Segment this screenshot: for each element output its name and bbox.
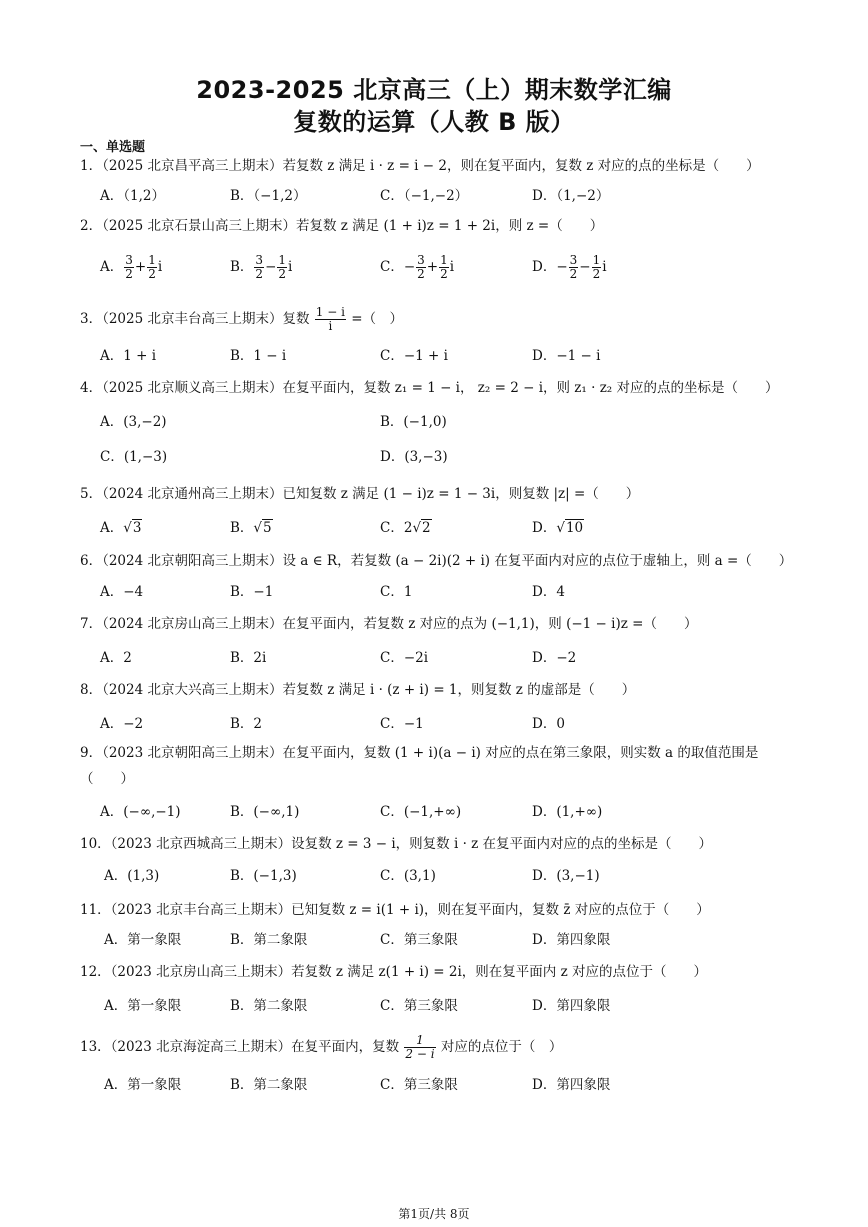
option-a: A．第一象限: [104, 932, 182, 948]
option-b: B．第二象限: [230, 1077, 308, 1093]
option-d: D．−1 − i: [532, 348, 601, 364]
page-number: 第1页/共 8页: [398, 1207, 470, 1221]
option-a: A．（1,2）: [100, 188, 165, 204]
option-c: C．（−1,−2）: [380, 188, 469, 204]
option-a: A．2: [100, 650, 132, 666]
option-c: C．− $\frac{3}{2}$ + $\frac{1}{2}$ i: [380, 253, 455, 281]
option-d: D．第四象限: [532, 1077, 611, 1093]
option-d: D．第四象限: [532, 998, 611, 1014]
option-c: C．1: [380, 584, 413, 600]
option-d: D．(1,+∞): [532, 804, 603, 820]
option-b: B．(−1,0): [380, 414, 447, 430]
fraction: $\frac{1}{2}$: [592, 253, 601, 281]
option-c: C．第三象限: [380, 998, 458, 1014]
question-stem: 11．（2023 北京丰台高三上期末）已知复数 z = i(1 + i)，则在复平面内，复数 z̄ 对应的点位于（ ）: [80, 902, 710, 918]
document-title: 2023-2025 北京高三（上）期末数学汇编: [196, 76, 672, 104]
option-a: A．1 + i: [100, 348, 157, 364]
section-heading: 一、单选题: [80, 140, 146, 155]
question-stem: 7．（2024 北京房山高三上期末）在复平面内，若复数 z 对应的点为 (−1,1)，则 (−1 − i)z =（ ）: [80, 616, 698, 632]
option-c: C．−1: [380, 716, 424, 732]
option-d: D．− $\frac{3}{2}$ − $\frac{1}{2}$ i: [532, 253, 607, 281]
fraction: $\frac{1 - i}{i}$: [315, 305, 345, 333]
option-d: D．√10: [532, 520, 584, 536]
square-root: √2: [412, 520, 431, 536]
question-stem: 3．（2025 北京丰台高三上期末）复数 $\frac{1 - i}{i}$ =（ ）: [80, 305, 404, 333]
fraction: $\frac{1}{2}$: [148, 253, 156, 281]
option-b: B．−1: [230, 584, 274, 600]
question-stem: 6．（2024 北京朝阳高三上期末）设 a ∈ R，若复数 (a − 2i)(2 + i) 在复平面内对应的点位于虚轴上，则 a =（ ）: [80, 553, 793, 569]
option-a: A．√3: [100, 520, 142, 536]
option-b: B．第二象限: [230, 998, 308, 1014]
square-root: √3: [123, 520, 142, 536]
option-a: A．(1,3): [104, 868, 160, 884]
fraction: $\frac{1}{2}$: [278, 253, 287, 281]
option-a: A．第一象限: [104, 1077, 182, 1093]
option-c: C．−2i: [380, 650, 429, 666]
option-b: B．（−1,2）: [230, 188, 307, 204]
option-d: D．−2: [532, 650, 577, 666]
fraction: $\frac{1}{2 - i}$: [405, 1033, 435, 1061]
option-c: C．(−1,+∞): [380, 804, 462, 820]
option-c: C．第三象限: [380, 932, 458, 948]
option-c: C．第三象限: [380, 1077, 458, 1093]
square-root: √10: [556, 520, 584, 536]
square-root: √5: [253, 520, 272, 536]
option-c: C．(1,−3): [100, 449, 168, 465]
option-d: D．0: [532, 716, 565, 732]
option-a: A．−2: [100, 716, 144, 732]
option-b: B．1 − i: [230, 348, 287, 364]
option-b: B．√5: [230, 520, 272, 536]
fraction: $\frac{1}{2}$: [440, 253, 448, 281]
option-c: C．2√2: [380, 520, 431, 536]
document-subtitle: 复数的运算（人教 B 版）: [293, 108, 575, 136]
question-stem: 8．（2024 北京大兴高三上期末）若复数 z 满足 i · (z + i) = 1，则复数 z 的虚部是（ ）: [80, 682, 636, 698]
fraction: $\frac{3}{2}$: [417, 253, 425, 281]
option-d: D．（1,−2）: [532, 188, 610, 204]
option-c: C．−1 + i: [380, 348, 448, 364]
question-stem: 9．（2023 北京朝阳高三上期末）在复平面内，复数 (1 + i)(a − i) 对应的点在第三象限，则实数 a 的取值范围是（ ）: [80, 745, 759, 787]
fraction: $\frac{3}{2}$: [125, 253, 133, 281]
question-stem: 12．（2023 北京房山高三上期末）若复数 z 满足 z(1 + i) = 2i，则在复平面内 z 对应的点位于（ ）: [80, 964, 708, 980]
option-b: B．(−∞,1): [230, 804, 300, 820]
option-d: D．4: [532, 584, 565, 600]
option-b: B．第二象限: [230, 932, 308, 948]
fraction: $\frac{3}{2}$: [569, 253, 578, 281]
option-a: A． $\frac{3}{2}$ + $\frac{1}{2}$ i: [100, 253, 163, 281]
fraction: $\frac{3}{2}$: [255, 253, 264, 281]
option-b: B． $\frac{3}{2}$ − $\frac{1}{2}$ i: [230, 253, 293, 281]
option-d: D．(3,−3): [380, 449, 448, 465]
option-d: D．第四象限: [532, 932, 611, 948]
option-a: A．第一象限: [104, 998, 182, 1014]
option-d: D．(3,−1): [532, 868, 600, 884]
option-b: B．2: [230, 716, 263, 732]
option-c: C．(3,1): [380, 868, 436, 884]
option-a: A．−4: [100, 584, 144, 600]
option-a: A．(3,−2): [100, 414, 167, 430]
question-stem: 2．（2025 北京石景山高三上期末）若复数 z 满足 (1 + i)z = 1 + 2i，则 z =（ ）: [80, 218, 604, 234]
option-b: B．(−1,3): [230, 868, 297, 884]
question-stem: 5．（2024 北京通州高三上期末）已知复数 z 满足 (1 − i)z = 1 − 3i，则复数 |z| =（ ）: [80, 486, 640, 502]
question-stem: 1．（2025 北京昌平高三上期末）若复数 z 满足 i · z = i − 2，则在复平面内，复数 z 对应的点的坐标是（ ）: [80, 158, 760, 174]
question-stem: 10．（2023 北京西城高三上期末）设复数 z = 3 − i，则复数 i · z 在复平面内对应的点的坐标是（ ）: [80, 836, 713, 852]
option-b: B．2i: [230, 650, 267, 666]
question-stem: 13．（2023 北京海淀高三上期末）在复平面内，复数 $\frac{1}{2 - i}$ 对应的点位于（ ）: [80, 1033, 563, 1061]
question-stem: 4．（2025 北京顺义高三上期末）在复平面内，复数 z₁ = 1 − i， z₂ = 2 − i，则 z₁ · z₂ 对应的点的坐标是（ ）: [80, 380, 779, 396]
option-a: A．(−∞,−1): [100, 804, 181, 820]
